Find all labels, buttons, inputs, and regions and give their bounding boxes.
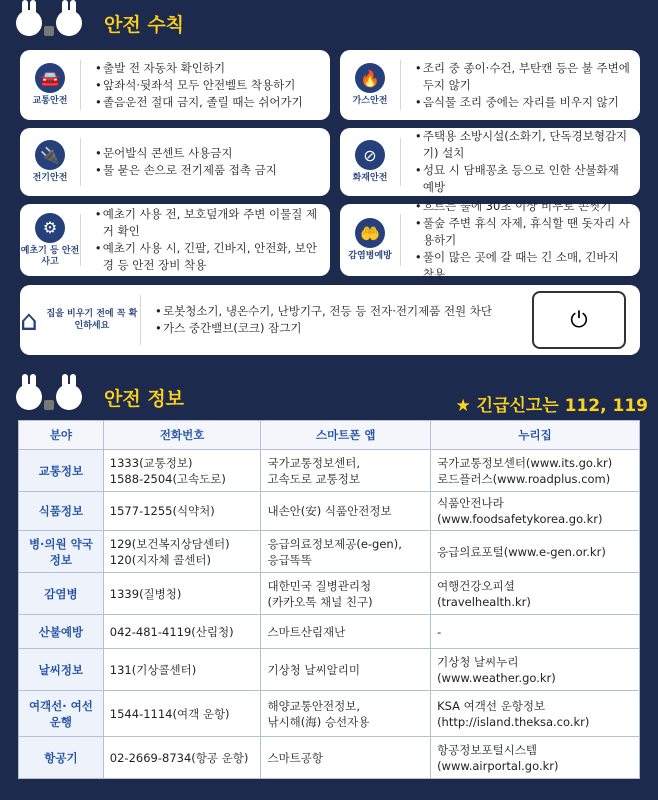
phone-cell: 02-2669-8734(항공 운항) — [103, 737, 261, 779]
phone-cell: 042-481-4119(산림청) — [103, 615, 261, 649]
emergency-number: ★ 긴급신고는 112, 119 — [455, 396, 648, 416]
rule-list: • 조리 중 종이·수건, 부탄캔 등은 불 주변에 두지 않기 • 음식물 조리 중에는 자리를 비우지 않기 — [401, 60, 640, 111]
app-cell: 국가교통정보센터, 고속도로 교통정보 — [261, 450, 431, 492]
rule-card-traffic: 🚘 교통안전 • 출발 전 자동차 확인하기 • 앞좌석·뒷좌석 모두 안전벨트 착용하기 • 졸음운전 절대 금지, 졸릴 때는 쉬어가기 — [20, 50, 330, 120]
table-row — [19, 450, 640, 492]
phone-cell: 1544-1114(여객 운항) — [103, 691, 261, 737]
app-cell: 기상청 날씨알리미 — [261, 649, 431, 691]
app-cell: 스마트산림재난 — [261, 615, 431, 649]
rule-list: • 문어발식 콘센트 사용금지 • 물 묻은 손으로 전기제품 접촉 금지 — [81, 145, 285, 179]
category-cell: 병·의원 약국 정보 — [19, 531, 104, 573]
app-cell: 내손안(安) 식품안전정보 — [261, 492, 431, 531]
plug-icon: 🔌 — [35, 140, 65, 170]
column-header: 전화번호 — [103, 421, 261, 450]
rule-list: • 흐르는 물에 30초 이상 비누로 손씻기 • 풀숲 주변 휴식 자제, 휴식할 땐 돗자리 사용하기 • 풀이 많은 곳에 갈 때는 긴 소매, 긴바지 착용 — [401, 198, 640, 283]
rule-list: • 예초기 사용 전, 보호덮개와 주변 이물질 제거 확인 • 예초기 사용 시, 긴팔, 긴바지, 안전화, 보안경 등 안전 장비 착용 — [81, 206, 330, 274]
bunny-mascot-icon — [12, 6, 96, 40]
bunny-mascot-icon — [12, 380, 96, 414]
table-header-row — [19, 421, 640, 450]
handwash-icon: 🤲 — [355, 218, 385, 248]
mower-icon: ⚙ — [35, 213, 65, 243]
rule-list: • 출발 전 자동차 확인하기 • 앞좌석·뒷좌석 모두 안전벨트 착용하기 • 졸음운전 절대 금지, 졸릴 때는 쉬어가기 — [81, 60, 311, 111]
table-row — [19, 573, 640, 615]
rule-card-electric: 🔌 전기안전 • 문어발식 콘센트 사용금지 • 물 묻은 손으로 전기제품 접촉 금지 — [20, 128, 330, 196]
app-cell: 해양교통안전정보, 낚시해(海) 승선자용 — [261, 691, 431, 737]
web-cell: - — [431, 615, 640, 649]
phone-cell: 1333(교통정보) 1588-2504(고속도로) — [103, 450, 261, 492]
safety-info-title: 안전 정보 — [104, 387, 185, 410]
app-cell: 응급의료정보제공(e-gen), 응급똑똑 — [261, 531, 431, 573]
web-cell: 국가교통정보센터(www.its.go.kr) 로드플러스(www.roadplus.com) — [431, 450, 640, 492]
category-cell: 날씨정보 — [19, 649, 104, 691]
category-cell: 교통정보 — [19, 450, 104, 492]
car-icon: 🚘 — [35, 63, 65, 93]
rule-card-leave-home: ⌂ 집을 비우기 전에 꼭 확인하세요 • 로봇청소기, 냉온수기, 난방기구, 전등 등 전자·전기제품 전원 차단 • 가스 중간밸브(코크) 잠그기 ⏻ — [20, 285, 640, 355]
table-row — [19, 649, 640, 691]
gas-flame-icon: 🔥 — [355, 63, 385, 93]
column-header: 분야 — [19, 421, 104, 450]
rule-card-gas: 🔥 가스안전 • 조리 중 종이·수건, 부탄캔 등은 불 주변에 두지 않기 • 음식물 조리 중에는 자리를 비우지 않기 — [340, 50, 640, 120]
rule-card-fire: ⊘ 화재안전 • 주택용 소방시설(소화기, 단독경보형감지기) 설치 • 성묘 시 담배꽁초 등으로 인한 산불화재 예방 — [340, 128, 640, 196]
safety-info-table — [18, 420, 640, 779]
house-icon: ⌂ — [20, 303, 38, 337]
column-header: 스마트폰 앱 — [261, 421, 431, 450]
phone-cell: 131(기상콜센터) — [103, 649, 261, 691]
app-cell: 대한민국 질병관리청 (카카오톡 채널 친구) — [261, 573, 431, 615]
column-header: 누리집 — [431, 421, 640, 450]
web-cell: KSA 여객선 운항정보 (http://island.theksa.co.kr) — [431, 691, 640, 737]
web-cell: 항공정보포털시스템 (www.airportal.go.kr) — [431, 737, 640, 779]
web-cell: 여행건강오피셜 (travelhealth.kr) — [431, 573, 640, 615]
category-cell: 감염병 — [19, 573, 104, 615]
phone-cell: 1577-1255(식약처) — [103, 492, 261, 531]
rule-card-infection: 🤲 감염병예방 • 흐르는 물에 30초 이상 비누로 손씻기 • 풀숲 주변 휴식 자제, 휴식할 땐 돗자리 사용하기 • 풀이 많은 곳에 갈 때는 긴 소매, 긴바지 착용 — [340, 204, 640, 276]
phone-cell: 129(보건복지상담센터) 120(지자체 콜센터) — [103, 531, 261, 573]
table-row — [19, 531, 640, 573]
category-cell: 여객선· 여선 운행 — [19, 691, 104, 737]
safety-rules-title: 안전 수칙 — [104, 13, 185, 36]
table-row — [19, 615, 640, 649]
category-cell: 산불예방 — [19, 615, 104, 649]
phone-cell: 1339(질병청) — [103, 573, 261, 615]
rule-card-mower: ⚙ 예초기 등 안전사고 • 예초기 사용 전, 보호덮개와 주변 이물질 제거 확인 • 예초기 사용 시, 긴팔, 긴바지, 안전화, 보안경 등 안전 장비 착용 — [20, 204, 330, 276]
safety-info-heading — [12, 380, 184, 414]
table-row — [19, 691, 640, 737]
category-cell: 항공기 — [19, 737, 104, 779]
web-cell: 기상청 날씨누리 (www.weather.go.kr) — [431, 649, 640, 691]
app-cell: 스마트공항 — [261, 737, 431, 779]
fire-icon: ⊘ — [355, 140, 385, 170]
outlet-plug-icon: ⏻ — [532, 291, 626, 349]
table-row — [19, 737, 640, 779]
safety-rules-heading — [12, 6, 184, 40]
rule-list: • 주택용 소방시설(소화기, 단독경보형감지기) 설치 • 성묘 시 담배꽁초 등으로 인한 산불화재 예방 — [401, 128, 640, 196]
web-cell: 응급의료포털(www.e-gen.or.kr) — [431, 531, 640, 573]
web-cell: 식품안전나라 (www.foodsafetykorea.go.kr) — [431, 492, 640, 531]
category-cell: 식품정보 — [19, 492, 104, 531]
table-row — [19, 492, 640, 531]
rule-list: • 로봇청소기, 냉온수기, 난방기구, 전등 등 전자·전기제품 전원 차단 • 가스 중간밸브(코크) 잠그기 — [141, 303, 500, 337]
